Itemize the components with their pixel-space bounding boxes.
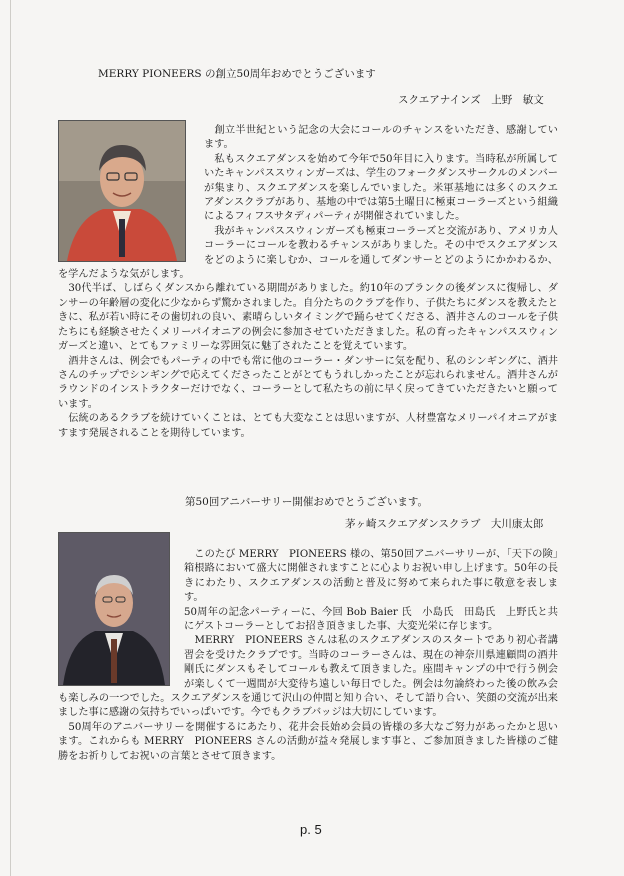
article2-title: 第50回アニバーサリー開催おめでとうございます。 (185, 496, 428, 508)
portrait-photo-okawa (58, 532, 170, 686)
article1-author: スクエアナインズ 上野 敏文 (398, 94, 544, 106)
article2-paragraph: このたび MERRY PIONEERS 様の、第50回アニバーサリーが、「天下の険」箱根路において盛大に開催されますことに心よりお祝い申し上げます。50年の長きにわたり、スクエアダンスの活動と普及に努めて来られた事に敬意を表します。 (184, 549, 558, 604)
article2-paragraph: 50周年の記念パーティーに、今回 Bob Baier 氏 小島氏 田島氏 上野氏と共にゲストコーラーとしてお招き頂きました事、大変光栄に存じます。 (184, 606, 558, 633)
portrait-ueno-image (59, 121, 185, 261)
portrait-okawa-image (59, 533, 169, 685)
article2-author: 茅ヶ崎スクエアダンスクラブ 大川康太郎 (345, 518, 544, 530)
portrait-photo-ueno (58, 120, 186, 262)
article1-title: MERRY PIONEERS の創立50周年おめでとうございます (98, 68, 376, 80)
page-edge (10, 0, 11, 876)
article1-paragraph: 30代半ば、しばらくダンスから離れている期間がありました。約10年のブランクの後ダンスに復帰し、ダンサーの年齢層の変化に少なからず驚かされました。自分たちのクラブを作り、子供たちにダンスを教えたときに、私が若い時にその歯切れの良い、素晴らしいタイミングで踊らせてくださる、酒井さんのコールを子供たちにも経験させたくメリーパイオニアの例会に参加させていただきました。私の育ったキャンパススウィンガーズと違い、とてもファミリーな雰囲気に魅了されたことを覚えています。 (58, 283, 558, 353)
article1-paragraph: 酒井さんは、例会でもパーティの中でも常に他のコーラー・ダンサーに気を配り、私のシンギングに、酒井さんのチップでシンギングで応えてくださったことがとてもうれしかったことが忘れられません。酒井さんがラウンドのインストラクターだけでなく、コーラーとして私たちの前に早く戻ってきていただきたいと願っています。 (58, 355, 558, 410)
article2-paragraph: MERRY PIONEERS さんは私のスクエアダンスのスタートであり初心者講習会を受けたクラブです。当時のコーラーさんは、現在の神奈川県連顧問の酒井 剛氏にダンスもそしてコールも教えて頂きました。座間キャンプの中で行う例会が楽しくて一週間が大変待ち遠しい毎日でした。例会は勿論終わった後の飲み会も楽しみの一つでした。スクエアダンスを通じて沢山の仲間と知り合い、そして語り合い、笑顔の交流が出来ました事に感謝の気持ちでいっぱいです。今でもクラブバッジは大切にしています。 (58, 635, 569, 719)
article1-paragraph: 私もスクエアダンスを始めて今年で50年目に入ります。当時私が所属していたキャンパススウィンガーズは、学生のフォークダンスサークルのメンバーが集まり、スクエアダンスを楽しんでいました。米軍基地には多くのスクエアダンスクラブがあり、基地の中では第5土曜日に極東コーラーズという組織によるフィフスサタディパーティが開催されていました。 (204, 153, 558, 223)
article1-paragraph: 創立半世紀という記念の大会にコールのチャンスをいただき、感謝しています。 (204, 125, 558, 151)
article1-paragraph: 我がキャンパススウィンガーズも極東コーラーズと交流があり、アメリカ人コーラーにコールを教わるチャンスがありました。その中でスクエアダンスをどのように楽しむか、コールを通してダンサーとどのようにかかわるか、を学んだような気がします。 (58, 225, 558, 281)
page-number: p. 5 (300, 822, 322, 837)
article2-body (58, 548, 569, 764)
article1-paragraph: 伝統のあるクラブを続けていくことは、とても大変なことは思いますが、人材豊富なメリーパイオニアがますます発展されることを期待しています。 (58, 413, 558, 439)
article1-body (58, 124, 558, 441)
article2-paragraph: 50周年のアニバーサリーを開催するにあたり、花井会長始め会員の皆様の多大なご努力があったかと思います。これからも MERRY PIONEERS さんの活動が益々発展します事と、ご参加頂きました皆様のご健勝をお祈りしてお祝いの言葉とさせて頂きます。 (58, 721, 558, 762)
